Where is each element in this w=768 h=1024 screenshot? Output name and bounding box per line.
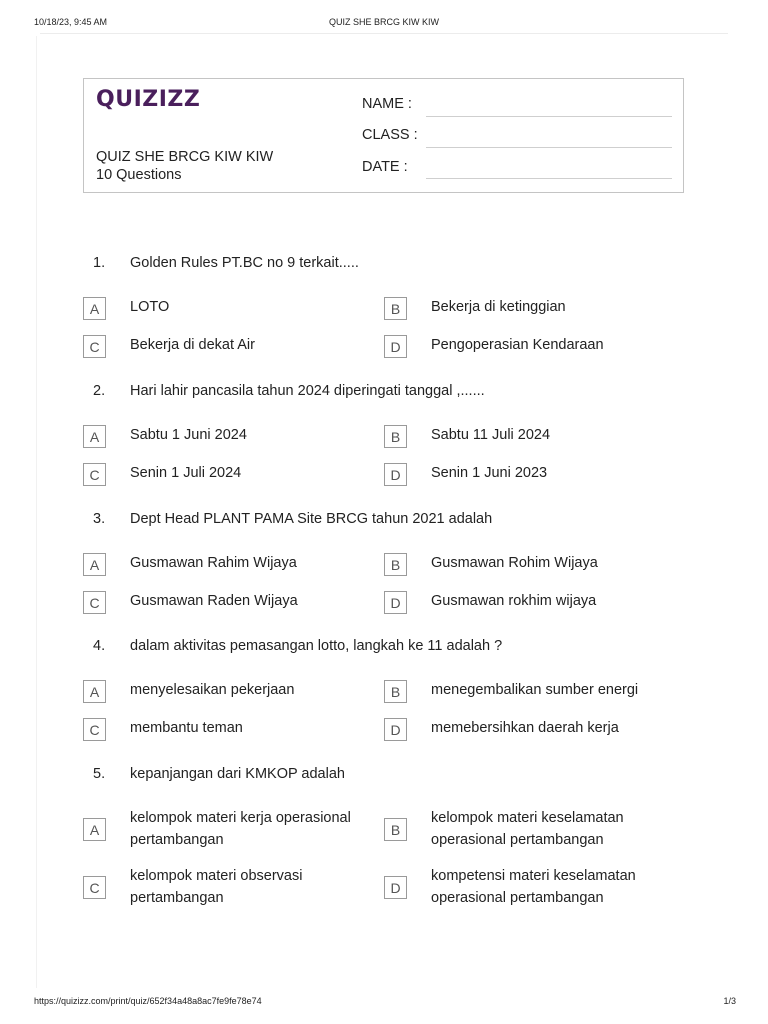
print-url[interactable]: https://quizizz.com/print/quiz/652f34a48a8ac7fe9fe78e74 xyxy=(34,996,262,1006)
option-a-box[interactable]: A xyxy=(83,553,106,576)
option-a-text: kelompok materi kerja operasional pertambangan xyxy=(130,810,351,848)
question-count: 10 Questions xyxy=(96,167,182,183)
option-a-text: LOTO xyxy=(130,299,170,315)
question-text: Dept Head PLANT PAMA Site BRCG tahun 2021 adalah xyxy=(130,511,493,527)
option-b-box[interactable]: B xyxy=(384,297,407,320)
option-a-text: menyelesaikan pekerjaan xyxy=(130,682,295,698)
print-title: QUIZ SHE BRCG KIW KIW xyxy=(328,17,439,27)
option-b-text: Bekerja di ketinggian xyxy=(431,299,566,315)
option-c-box[interactable]: C xyxy=(83,591,106,614)
option-a-text: Gusmawan Rahim Wijaya xyxy=(130,555,297,571)
option-b-text: menegembalikan sumber energi xyxy=(431,682,639,698)
option-a-box[interactable]: A xyxy=(83,297,106,320)
option-c-box[interactable]: C xyxy=(83,335,106,358)
option-d-box[interactable]: D xyxy=(384,591,407,614)
option-a-box[interactable]: A xyxy=(83,818,106,841)
date-field xyxy=(426,178,672,179)
option-c-text: Senin 1 Juli 2024 xyxy=(130,465,242,481)
name-field xyxy=(426,116,672,117)
option-c-text: Gusmawan Raden Wijaya xyxy=(130,593,298,609)
option-b-box[interactable]: B xyxy=(384,680,407,703)
option-b-box[interactable]: B xyxy=(384,553,407,576)
print-datetime: 10/18/23, 9:45 AM xyxy=(34,17,108,27)
option-d-text: Senin 1 Juni 2023 xyxy=(431,465,548,481)
option-d-text: kompetensi materi keselamatan operasional pertambangan xyxy=(431,868,636,906)
option-d-box[interactable]: D xyxy=(384,335,407,358)
option-d-text: memebersihkan daerah kerja xyxy=(431,720,619,736)
class-field xyxy=(426,147,672,148)
quiz-title: QUIZ SHE BRCG KIW KIW xyxy=(96,149,274,165)
option-c-box[interactable]: C xyxy=(83,463,106,486)
date-label: DATE : xyxy=(362,159,408,175)
option-b-text: kelompok materi keselamatan operasional pertambangan xyxy=(431,810,624,848)
option-b-text: Gusmawan Rohim Wijaya xyxy=(431,555,598,571)
option-b-box[interactable]: B xyxy=(384,425,407,448)
question-number: 4. xyxy=(93,638,106,654)
option-c-box[interactable]: C xyxy=(83,718,106,741)
option-d-text: Pengoperasian Kendaraan xyxy=(431,337,604,353)
question-number: 5. xyxy=(93,766,106,782)
option-d-box[interactable]: D xyxy=(384,718,407,741)
option-c-text: Bekerja di dekat Air xyxy=(130,337,255,353)
option-b-text: Sabtu 11 Juli 2024 xyxy=(431,427,551,443)
page-edge xyxy=(36,36,37,988)
quizizz-logo: QUIZIZZ xyxy=(96,87,201,112)
option-d-box[interactable]: D xyxy=(384,463,407,486)
option-c-text: membantu teman xyxy=(130,720,243,736)
print-header xyxy=(0,0,768,36)
option-c-box[interactable]: C xyxy=(83,876,106,899)
question-text: Hari lahir pancasila tahun 2024 diperingati tanggal ,...... xyxy=(130,383,485,399)
quiz-header-box xyxy=(83,78,684,193)
name-label: NAME : xyxy=(362,96,412,112)
option-a-text: Sabtu 1 Juni 2024 xyxy=(130,427,247,443)
question-text: Golden Rules PT.BC no 9 terkait..... xyxy=(130,255,359,271)
page-divider xyxy=(40,33,728,34)
question-text: dalam aktivitas pemasangan lotto, langkah ke 11 adalah ? xyxy=(130,638,503,654)
option-c-text: kelompok materi observasi pertambangan xyxy=(130,868,303,906)
class-label: CLASS : xyxy=(362,127,418,143)
question-text: kepanjangan dari KMKOP adalah xyxy=(130,766,345,782)
option-b-box[interactable]: B xyxy=(384,818,407,841)
option-a-box[interactable]: A xyxy=(83,680,106,703)
option-d-text: Gusmawan rokhim wijaya xyxy=(431,593,597,609)
option-d-box[interactable]: D xyxy=(384,876,407,899)
question-number: 2. xyxy=(93,383,106,399)
question-number: 1. xyxy=(93,255,106,271)
option-a-box[interactable]: A xyxy=(83,425,106,448)
print-footer xyxy=(0,996,768,1016)
page-number: 1/3 xyxy=(723,996,736,1006)
question-number: 3. xyxy=(93,511,106,527)
